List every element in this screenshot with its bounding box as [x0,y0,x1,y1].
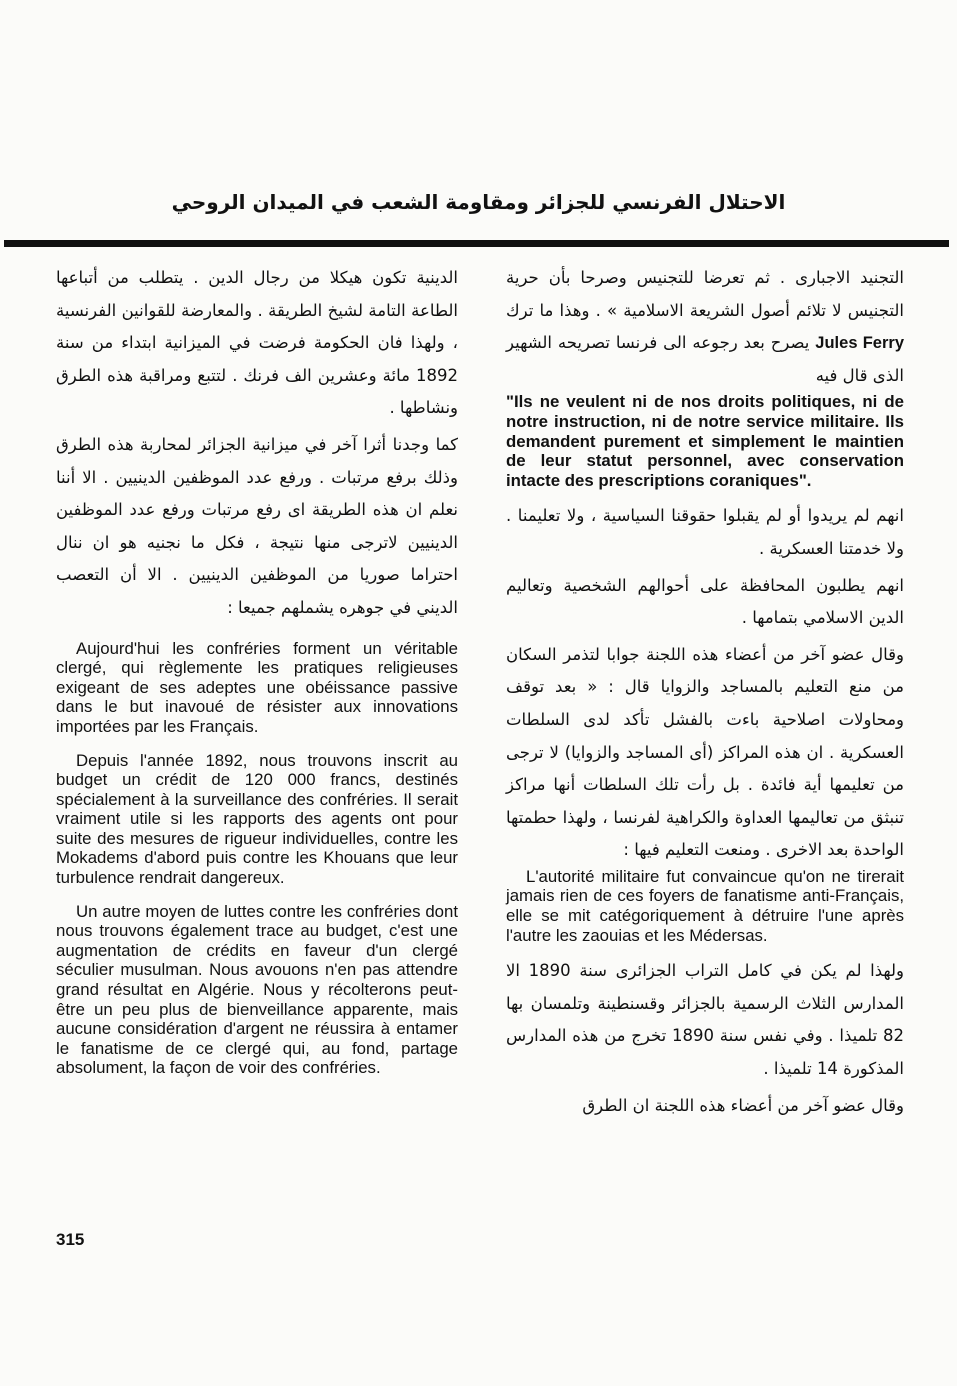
arabic-paragraph: الدينية تكون هيكلا من رجال الدين . يتطلب من أتباعها الطاعة التامة لشيخ الطريقة . والمعارضة للقوانين الفرنسية ، ولهذا فان الحكومة فرضت في الميزانية ابتداء من سنة 1892 مائة وعشرين الف فرنك . لتتبع ومراقبة هذه الطرق ونشاطها . [56,268,458,418]
french-paragraph: Depuis l'année 1892, nous trouvons inscrit au budget un crédit de 120 000 francs, destinés spécialement à la surveillance des confréries. Il serait vraiment utile si les rapports des agents ont pour suite des mesures de rigueur individuelles, contre les Mokadems d'abord puis contre les Khouans que leur turbulence rendrait dangereux. [56,750,458,888]
french-paragraph: Aujourd'hui les confréries forment un véritable clergé, qui règlemente les pratiques religieuses exigeant de ses adeptes une obéissance passive dans le but inavoué de résister aux innovations importées par les Français. [56,638,458,736]
arabic-paragraph: انهم يطلبون المحافظة على أحوالهم الشخصية وتعاليم الدين الاسلامي بتمامها . [506,575,904,628]
french-paragraph: L'autorité militaire fut convaincue qu'on ne tirerait jamais rien de ces foyers de fanatisme anti-Français, elle se mit catégoriquement à détruire l'une après l'autre les zaouias et les Médersas. [506,866,904,945]
header-rule [4,240,949,247]
name-jules-ferry: Jules Ferry [815,334,904,353]
arabic-text: التجنيد الاجبارى . ثم تعرضا للتجنيس وصرحا بأن حرية التجنيس لا تلائم أصول الشريعة الاسلامية » . وهذا ما ترك [506,268,904,320]
arabic-paragraph: انهم لم يريدوا أو لم يقبلوا حقوقنا السياسية ، ولا تعليمنا . ولا خدمتنا العسكرية . [506,506,904,558]
running-header: الاحتلال الفرنسي للجزائر ومقاومة الشعب في الميدان الروحي [171,190,786,214]
arabic-paragraph: وقال عضو آخر من أعضاء هذه اللجنة جوابا لتذمر السكان من منع التعليم بالمساجد والزوايا قال : « بعد توقف ومحاولات اصلاحية باءت بالفشل تأكد لدى السلطات العسكرية . ان هذه المراكز (أى المساجد والزوايا) لا ترجى من تعليمها أية فائدة . بل رأت تلك السلطات أنها مراكز تنبثق من تعاليمها العداوة والكراهية لفرنسا ، ولهذا حطمتها الواحدة بعد الاخرى . ومنعت التعليم فيها : [506,644,904,860]
right-column [506,262,904,1126]
arabic-paragraph [506,262,904,392]
page-number: 315 [56,1230,85,1249]
left-column [56,262,458,1078]
arabic-paragraph: وقال عضو آخر من أعضاء هذه اللجنة ان الطرق [582,1095,904,1115]
french-quote: "Ils ne veulent ni de nos droits politiques, ni de notre instruction, ni de notre service militaire. Ils demandent purement et simplement le maintien de leur statut personnel, avec conservation intacte des prescriptions coraniques". [506,392,904,490]
arabic-paragraph: ولهذا لم يكن في كامل التراب الجزائرى سنة 1890 الا المدارس الثلاث الرسمية بالجزائر وقسنطينة وتلمسان بها 82 تلميذا . وفي نفس سنة 1890 تخرج من هذه المدارس المذكورة 14 تلميذا . [506,961,905,1079]
arabic-text: يصرح بعد رجوعه الى فرنسا تصريحه الشهير الذى قال فيه [506,333,904,385]
arabic-paragraph: كما وجدنا أثرا آخر في ميزانية الجزائر لمحاربة هذه الطرق وذلك برفع مرتبات . ورفع عدد الموظفين الدينيين . الا أننا نعلم ان هذه الطريقة اى رفع مرتبات ورفع عدد الموظفين الدينيين لاترجى منها نتيجة ، فكل ما نجنيه هو ان ننال احتراما صوريا من الموظفين الدينيين . الا أن التعصب الديني في جوهره يشملهم جميعا : [56,434,458,617]
french-paragraph: Un autre moyen de luttes contre les confréries dont nous trouvons également trace au budget, c'est une augmentation de crédits en faveur d'un clergé séculier musulman. Nous avouons n'en pas attendre grand résultat en Algérie. Nous y récolterons peut-être un peu plus de bienveillance apparente, mais aucune considération d'argent ne réussira à entamer le fanatisme de ce clergé qui, au fond, partage absolument, la façon de voir des confréries. [56,901,458,1078]
